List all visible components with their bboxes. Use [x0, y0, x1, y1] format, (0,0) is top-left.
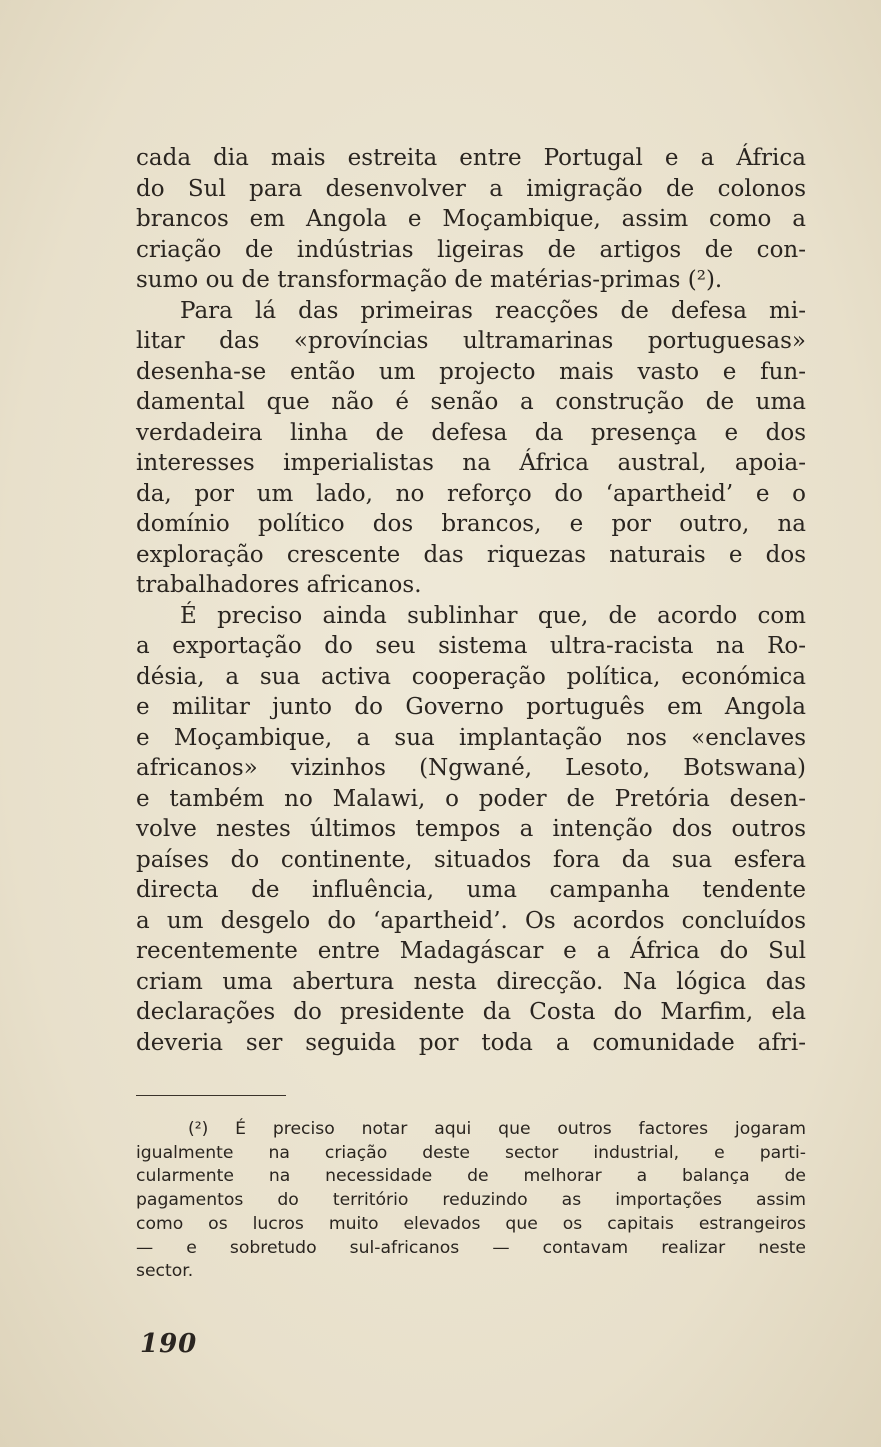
- text-line: a exportação do seu sistema ultra-racista na Ro-: [136, 633, 806, 659]
- text-line: É preciso ainda sublinhar que, de acordo com: [180, 602, 806, 629]
- text-line: interesses imperialistas na África austral, apoia-: [136, 450, 806, 476]
- text-line: países do continente, situados fora da sua esfera: [136, 846, 806, 873]
- footnote-line: cularmente na necessidade de melhorar a balança de: [136, 1166, 806, 1187]
- text-line: désia, a sua activa cooperação política, económica: [136, 663, 806, 690]
- text-line: a um desgelo do ‘apartheid’. Os acordos concluídos: [136, 907, 806, 934]
- text-line: criam uma abertura nesta direcção. Na lógica das: [136, 968, 806, 995]
- text-line: criação de indústrias ligeiras de artigos de con-: [136, 236, 806, 263]
- footnote: [136, 1118, 806, 1284]
- text-line: declarações do presidente da Costa do Marfim, ela: [136, 999, 806, 1025]
- text-line: directa de influência, uma campanha tendente: [136, 877, 806, 903]
- text-line: brancos em Angola e Moçambique, assim como a: [136, 206, 806, 232]
- text-line: e Moçambique, a sua implantação nos «enclaves: [136, 724, 806, 751]
- main-text: [136, 143, 806, 1058]
- text-line: domínio político dos brancos, e por outro, na: [136, 511, 806, 537]
- text-line: e militar junto do Governo português em Angola: [136, 694, 806, 720]
- footnote-divider: [136, 1095, 286, 1096]
- text-line: trabalhadores africanos.: [136, 572, 422, 598]
- footnote-line: pagamentos do território reduzindo as importações assim: [136, 1190, 806, 1211]
- text-line: litar das «províncias ultramarinas portuguesas»: [136, 328, 806, 354]
- text-line: exploração crescente das riquezas naturais e dos: [136, 541, 806, 568]
- footnote-line: (²) É preciso notar aqui que outros factores jogaram: [188, 1119, 806, 1139]
- page-number: 190: [140, 1329, 198, 1359]
- footnote-line: como os lucros muito elevados que os capitais estrangeiros: [136, 1213, 806, 1234]
- footnote-line: sector.: [136, 1261, 194, 1282]
- text-line: sumo ou de transformação de matérias-primas (²).: [136, 267, 723, 293]
- text-line: e também no Malawi, o poder de Pretória desen-: [136, 785, 806, 812]
- text-line: Para lá das primeiras reacções de defesa mi-: [180, 297, 806, 324]
- text-line: do Sul para desenvolver a imigração de colonos: [136, 175, 806, 202]
- text-line: desenha-se então um projecto mais vasto e fun-: [136, 358, 806, 385]
- text-line: cada dia mais estreita entre Portugal e a África: [136, 145, 806, 171]
- text-line: damental que não é senão a construção de uma: [136, 389, 806, 415]
- text-line: deveria ser seguida por toda a comunidade afri-: [136, 1029, 806, 1056]
- footnote-line: — e sobretudo sul-africanos — contavam realizar neste: [136, 1237, 806, 1258]
- text-line: africanos» vizinhos (Ngwané, Lesoto, Botswana): [136, 755, 806, 781]
- text-line: verdadeira linha de defesa da presença e dos: [136, 419, 806, 446]
- footnote-line: igualmente na criação deste sector industrial, e parti-: [136, 1142, 806, 1163]
- text-line: volve nestes últimos tempos a intenção dos outros: [136, 816, 806, 842]
- text-line: recentemente entre Madagáscar e a África do Sul: [136, 938, 806, 964]
- text-line: da, por um lado, no reforço do ‘apartheid’ e o: [136, 480, 806, 507]
